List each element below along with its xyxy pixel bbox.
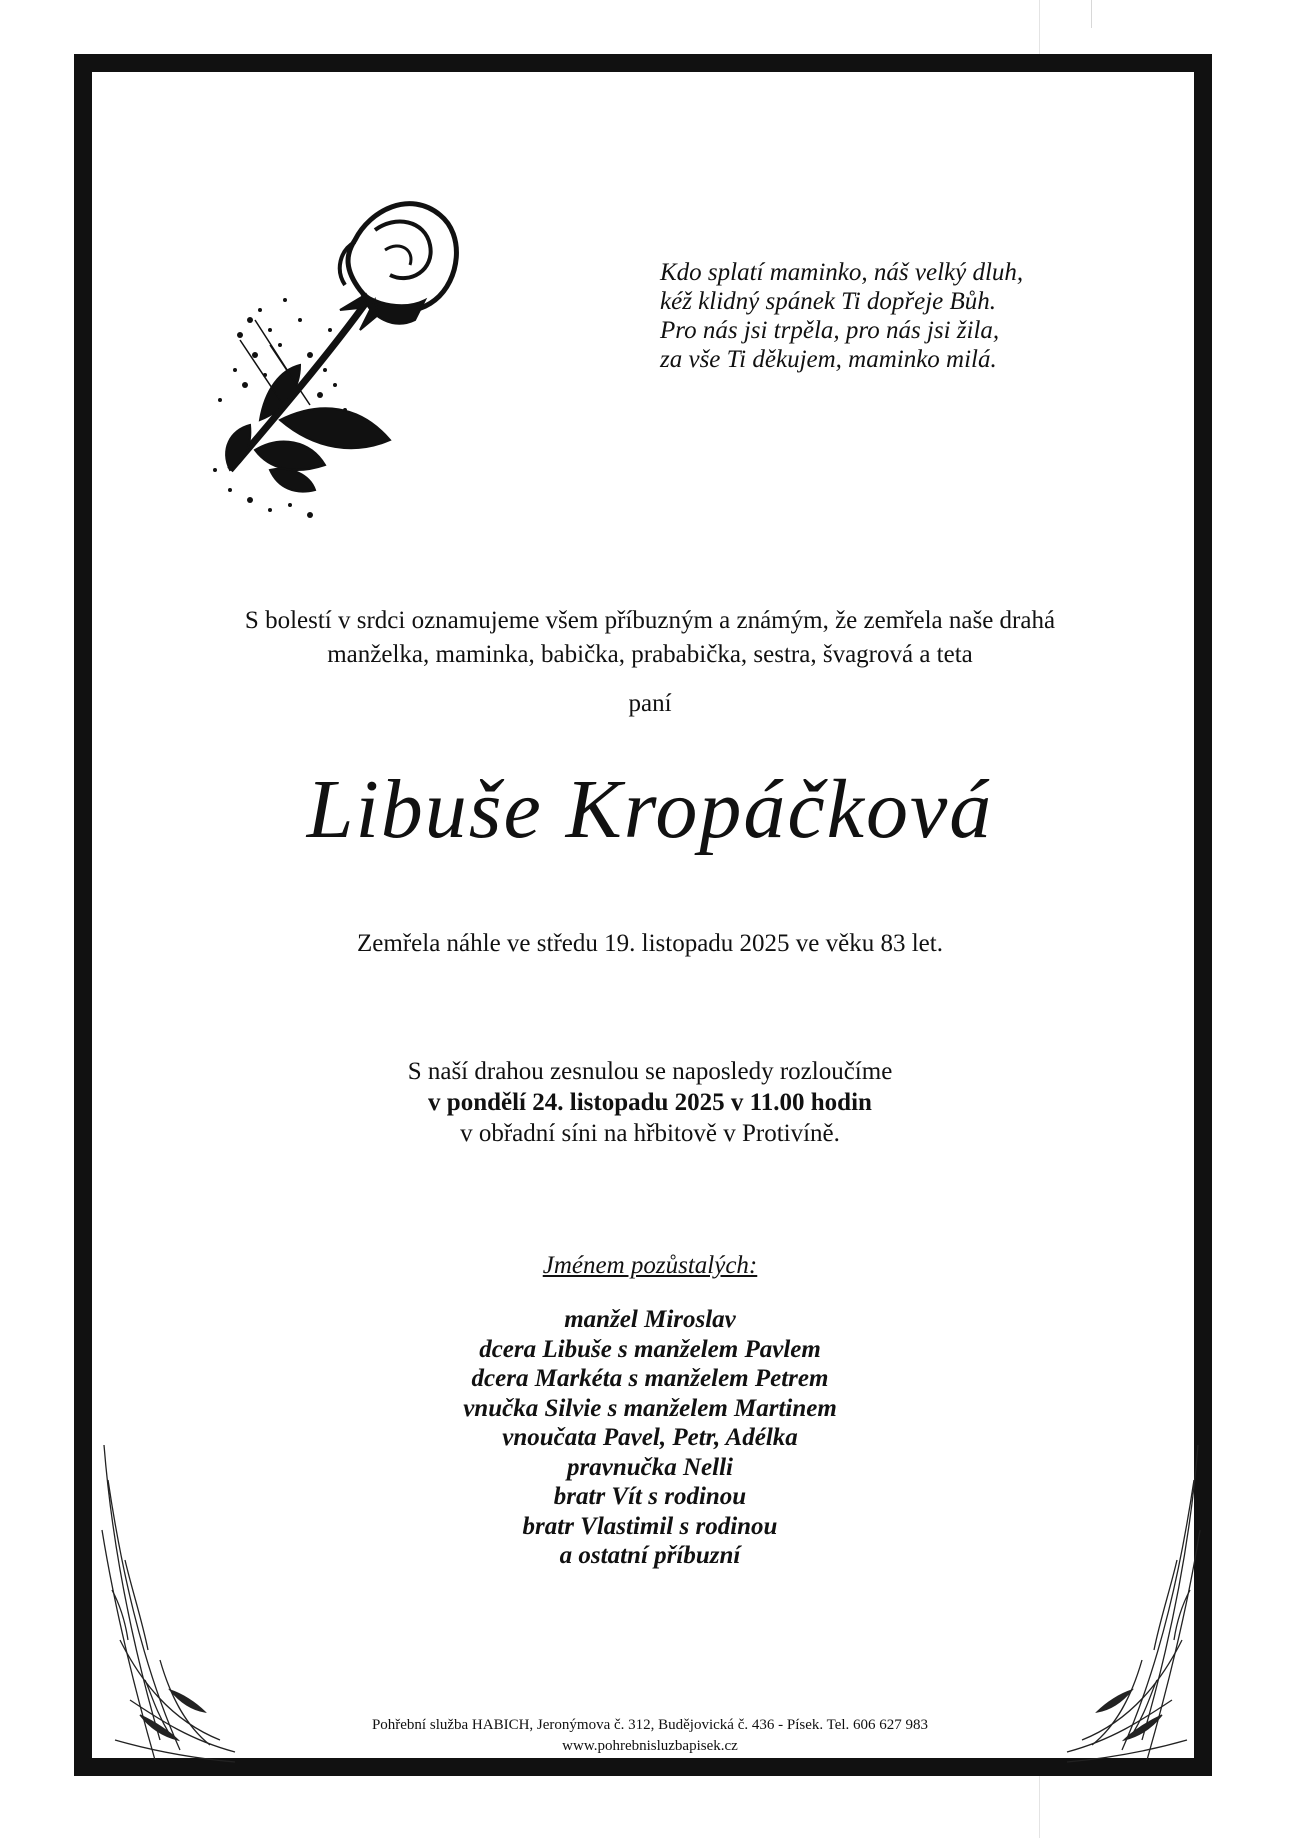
funeral-service-footer [120,1715,1180,1757]
poem-line: kéž klidný spánek Ti dopřeje Bůh. [660,288,997,315]
footer-address: Pohřební služba HABICH, Jeronýmova č. 312, Budějovická č. 436 - Písek. Tel. 606 627 983 [371,1717,929,1733]
poem-line: za vše Ti děkujem, maminko milá. [660,346,997,373]
announcement-line: S bolestí v srdci oznamujeme všem příbuzným a známým, že zemřela naše drahá [244,607,1056,634]
mourner: dcera Libuše s manželem Pavlem [479,1335,821,1363]
funeral-line: S naší drahou zesnulou se naposledy rozloučíme [407,1058,893,1085]
poem-line: Kdo splatí maminko, náš velký dluh, [660,259,1024,286]
poem [660,258,1080,374]
honorific: paní [628,690,672,717]
mourner: bratr Vlastimil s rodinou [522,1512,778,1540]
announcement-line: manželka, maminka, babička, prababička, sestra, švagrová a teta [327,641,973,668]
rose-icon [160,170,490,550]
funeral-date: v pondělí 24. listopadu 2025 v 11.00 hodin [428,1089,872,1116]
death-notice: Zemřela náhle ve středu 19. listopadu 2025 ve věku 83 let. [357,930,943,957]
mourners-list [120,1305,1180,1571]
footer-website[interactable]: www.pohrebnisluzbapisek.cz [562,1738,738,1754]
poem-line: Pro nás jsi trpěla, pro nás jsi žila, [660,317,1000,344]
deceased-name: Libuše Kropáčková [306,763,994,856]
mourner: pravnučka Nelli [567,1453,733,1481]
mourner: dcera Markéta s manželem Petrem [471,1365,829,1392]
mourners-heading: Jménem pozůstalých: [542,1252,758,1279]
mourner: bratr Vít s rodinou [553,1483,747,1510]
announcement-text [120,604,1180,672]
funeral-info [120,1056,1180,1149]
scan-artifact-mark [1091,0,1092,28]
mourner: manžel Miroslav [564,1306,736,1333]
mourner: vnučka Silvie s manželem Martinem [463,1394,837,1422]
funeral-place: v obřadní síni na hřbitově v Protivíně. [460,1120,840,1147]
mourner: a ostatní příbuzní [559,1542,741,1569]
mourner: vnoučata Pavel, Petr, Adélka [502,1424,798,1451]
